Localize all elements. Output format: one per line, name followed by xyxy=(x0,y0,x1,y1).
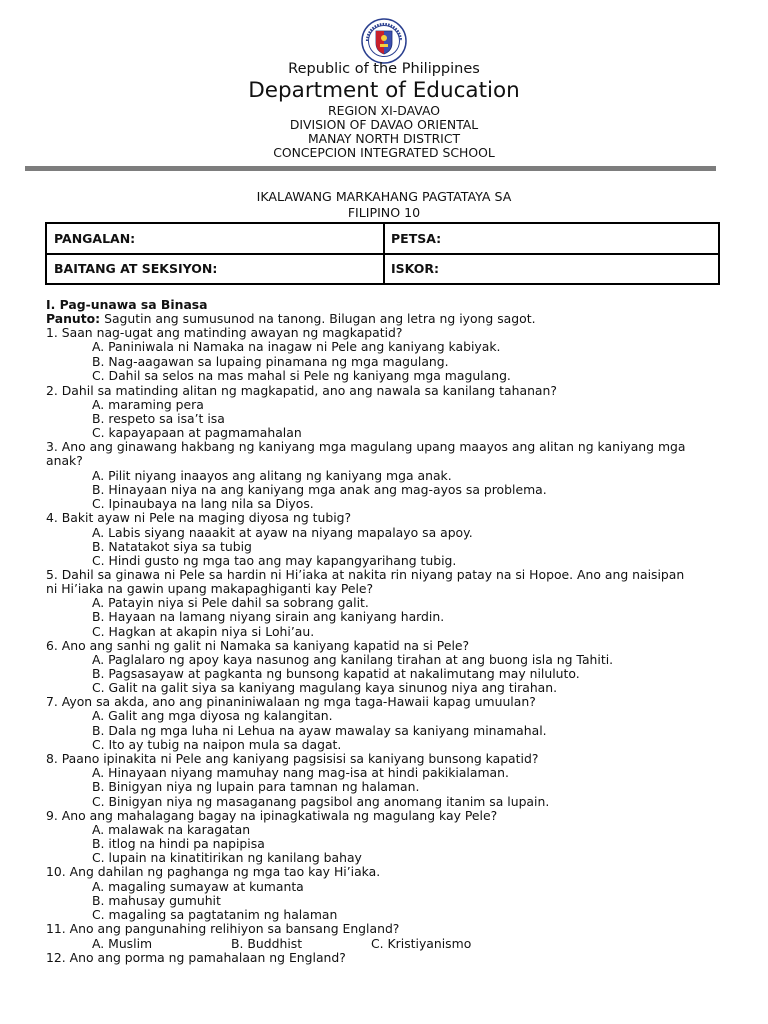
choice-6a: A. Paglalaro ng apoy kaya nasunog ang kanilang tirahan at ang buong isla ng Tahiti. xyxy=(92,652,614,667)
instructions xyxy=(46,312,536,326)
instruction-text: Sagutin ang sumusunod na tanong. Bilugan ang letra ng iyong sagot. xyxy=(100,311,536,326)
choice-11b: B. Buddhist xyxy=(231,936,303,951)
choice-9a: A. malawak na karagatan xyxy=(92,822,251,837)
exam-title: IKALAWANG MARKAHANG PAGTATAYA SA xyxy=(256,189,512,204)
choice-10b: B. mahusay gumuhit xyxy=(92,893,221,908)
question-3-continued: anak? xyxy=(46,453,83,468)
question-7: 7. Ayon sa akda, ano ang pinaniniwalaan ng mga taga-Hawaii kapag umuulan? xyxy=(46,694,536,709)
question-5: 5. Dahil sa ginawa ni Pele sa hardin ni Hi’iaka at nakita rin niyang patay na si Hopoe. Ano ang naisipan xyxy=(46,567,685,582)
country-name: Republic of the Philippines xyxy=(288,61,480,77)
choice-6c: C. Galit na galit siya sa kaniyang magulang kaya sinunog niya ang tirahan. xyxy=(92,680,558,695)
question-3: 3. Ano ang ginawang hakbang ng kaniyang mga magulang upang maayos ang alitan ng kaniyang mga xyxy=(46,439,686,454)
choice-9c: C. lupain na kinatitirikan ng kanilang bahay xyxy=(92,850,362,865)
header-divider xyxy=(25,166,716,171)
choice-2a: A. maraming pera xyxy=(92,397,204,412)
choice-11a: A. Muslim xyxy=(92,936,153,951)
student-info-box xyxy=(45,222,720,285)
question-6: 6. Ano ang sanhi ng galit ni Namaka sa kaniyang kapatid na si Pele? xyxy=(46,638,470,653)
choice-7b: B. Dala ng mga luha ni Lehua na ayaw mawalay sa kaniyang minamahal. xyxy=(92,723,547,738)
choice-5a: A. Patayin niya si Pele dahil sa sobrang galit. xyxy=(92,595,369,610)
deped-seal-logo xyxy=(361,18,407,64)
choice-8b: B. Binigyan niya ng lupain para tamnan ng halaman. xyxy=(92,779,420,794)
question-2: 2. Dahil sa matinding alitan ng magkapatid, ano ang nawala sa kanilang tahanan? xyxy=(46,383,557,398)
choice-1a: A. Paniniwala ni Namaka na inagaw ni Pele ang kaniyang kabiyak. xyxy=(92,339,501,354)
name-field-label: PANGALAN: xyxy=(54,231,136,246)
choice-4b: B. Natatakot siya sa tubig xyxy=(92,539,252,554)
region-name: REGION XI-DAVAO xyxy=(328,103,440,118)
question-11: 11. Ano ang pangunahing relihiyon sa bansang England? xyxy=(46,921,400,936)
district-name: MANAY NORTH DISTRICT xyxy=(307,131,461,146)
choice-9b: B. itlog na hindi pa napipisa xyxy=(92,836,265,851)
question-9: 9. Ano ang mahalagang bagay na ipinagkatiwala ng magulang kay Pele? xyxy=(46,808,498,823)
info-box-divider xyxy=(47,253,718,255)
question-5-continued: ni Hi’iaka na gawin upang makapaghiganti kay Pele? xyxy=(46,581,374,596)
choice-7a: A. Galit ang mga diyosa ng kalangitan. xyxy=(92,708,333,723)
section-heading: I. Pag-unawa sa Binasa xyxy=(46,297,208,312)
choice-10a: A. magaling sumayaw at kumanta xyxy=(92,879,304,894)
question-12: 12. Ano ang porma ng pamahalaan ng England? xyxy=(46,950,346,965)
question-1: 1. Saan nag-ugat ang matinding awayan ng magkapatid? xyxy=(46,325,403,340)
choice-3a: A. Pilit niyang inaayos ang alitang ng kaniyang mga anak. xyxy=(92,468,452,483)
choice-5c: C. Hagkan at akapin niya si Lohi’au. xyxy=(92,624,315,639)
choice-10c: C. magaling sa pagtatanim ng halaman xyxy=(92,907,338,922)
department-name: Department of Education xyxy=(248,78,520,103)
date-field-label: PETSA: xyxy=(391,231,442,246)
choice-11c: C. Kristiyanismo xyxy=(371,936,472,951)
question-8: 8. Paano ipinakita ni Pele ang kaniyang pagsisisi sa kaniyang bunsong kapatid? xyxy=(46,751,539,766)
choice-6b: B. Pagsasayaw at pagkanta ng bunsong kapatid at nakalimutang may niluluto. xyxy=(92,666,580,681)
choice-4c: C. Hindi gusto ng mga tao ang may kapangyarihang tubig. xyxy=(92,553,457,568)
instruction-label: Panuto: xyxy=(46,311,101,326)
choice-1b: B. Nag-aagawan sa lupaing pinamana ng mga magulang. xyxy=(92,354,449,369)
choice-2b: B. respeto sa isa’t isa xyxy=(92,411,225,426)
choice-2c: C. kapayapaan at pagmamahalan xyxy=(92,425,302,440)
choice-3c: C. Ipinaubaya na lang nila sa Diyos. xyxy=(92,496,314,511)
choice-3b: B. Hinayaan niya na ang kaniyang mga anak ang mag-ayos sa problema. xyxy=(92,482,547,497)
score-field-label: ISKOR: xyxy=(391,261,440,276)
choice-5b: B. Hayaan na lamang niyang sirain ang kaniyang hardin. xyxy=(92,609,445,624)
question-4: 4. Bakit ayaw ni Pele na maging diyosa ng tubig? xyxy=(46,510,352,525)
division-name: DIVISION OF DAVAO ORIENTAL xyxy=(289,117,479,132)
exam-subject: FILIPINO 10 xyxy=(347,205,421,220)
choice-1c: C. Dahil sa selos na mas mahal si Pele ng kaniyang mga magulang. xyxy=(92,368,511,383)
choice-4a: A. Labis siyang naaakit at ayaw na niyang mapalayo sa apoy. xyxy=(92,525,473,540)
school-name: CONCEPCION INTEGRATED SCHOOL xyxy=(273,145,495,160)
choice-7c: C. Ito ay tubig na naipon mula sa dagat. xyxy=(92,737,342,752)
choice-8a: A. Hinayaan niyang mamuhay nang mag-isa at hindi pakikialaman. xyxy=(92,765,509,780)
grade-section-field-label: BAITANG AT SEKSIYON: xyxy=(54,261,218,276)
question-10: 10. Ang dahilan ng paghanga ng mga tao kay Hi’iaka. xyxy=(46,864,381,879)
choice-8c: C. Binigyan niya ng masaganang pagsibol ang anomang itanim sa lupain. xyxy=(92,794,550,809)
